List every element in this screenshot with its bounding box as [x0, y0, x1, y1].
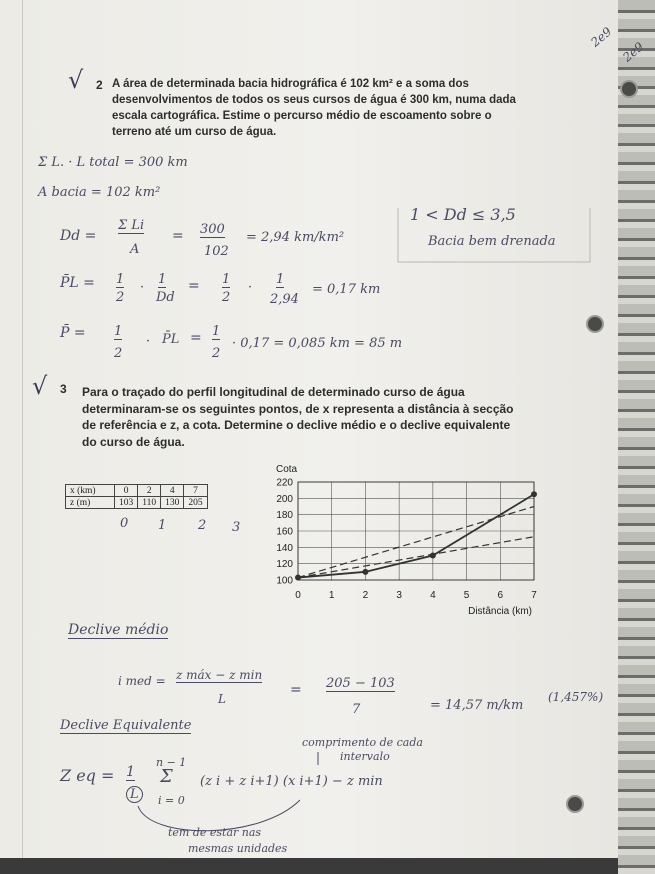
hw-frac-den: 2 [222, 290, 231, 305]
hw-frac-num: 1 [158, 272, 167, 287]
problem-number: 2 [96, 78, 103, 92]
table-cell: 7 [184, 485, 207, 497]
hw-frac-den: L [218, 692, 226, 706]
hw-annotation: intervalo [340, 750, 390, 763]
x-tick-label: 0 [295, 590, 301, 601]
y-tick-label: 160 [276, 526, 293, 538]
hw-sum-top: n − 1 [156, 756, 187, 769]
hw-classification: Bacia bem drenada [428, 234, 556, 249]
hw-frac-den: 2 [212, 346, 221, 361]
hw-zeq-label: Z eq = [60, 766, 115, 785]
statement-line: A área de determinada bacia hidrográfica é 102 km² e a soma dos [112, 78, 469, 90]
spiral-binding [618, 0, 655, 874]
hw-index: 3 [232, 520, 241, 535]
hw-frac-den: 2,94 [270, 292, 299, 307]
hw-frac-den: 102 [204, 244, 229, 259]
hw-sum-symbol: Σ [160, 766, 173, 787]
problem-3-statement [82, 384, 552, 450]
hw-area: A bacia = 102 km² [38, 185, 161, 200]
hw-inequality: 1 < Dd ≤ 3,5 [410, 205, 516, 224]
table-cell: 110 [138, 497, 161, 509]
hw-frac-num: 1 [212, 324, 221, 339]
hw-frac-num: 300 [200, 222, 225, 237]
binder-hole [566, 795, 584, 813]
table-cell: 205 [184, 497, 207, 509]
hw-equals: = [290, 682, 302, 698]
table-cell: 103 [115, 497, 138, 509]
hw-pl-label: P̄L = [60, 275, 95, 291]
series-line-2 [298, 537, 534, 578]
hw-annotation: tem de estar nas [168, 826, 262, 839]
binder-hole [586, 315, 604, 333]
x-tick-label: 3 [396, 590, 402, 601]
statement-line: de referência e z, a cota. Determine o declive médio e o declive equivalente [82, 418, 511, 432]
hw-frac-den: 2 [114, 346, 123, 361]
x-tick-label: 4 [430, 590, 436, 601]
statement-line: determinaram-se os seguintes pontos, de x representa a distância à secção [82, 401, 514, 416]
hw-equals: = [190, 330, 202, 346]
hw-frac-den: 2 [116, 290, 125, 305]
hw-declive-medio-title: Declive médio [68, 622, 169, 638]
hw-frac-num: 1 [116, 272, 125, 287]
y-tick-label: 180 [276, 510, 293, 522]
x-tick-label: 5 [463, 590, 470, 601]
table-row-label: x (km) [66, 485, 115, 497]
profile-chart [264, 460, 554, 632]
table-row [66, 497, 208, 509]
hw-annotation: comprimento de cada [302, 736, 423, 749]
hw-frac-num: 1 [126, 764, 135, 780]
table-row-label: z (m) [66, 497, 115, 509]
corner-mark: 2e9 [620, 39, 647, 65]
statement-line: do curso de água. [82, 434, 185, 449]
hw-index: 2 [198, 518, 207, 533]
hw-frac-den: Dd [156, 290, 175, 305]
table-cell: 0 [115, 485, 138, 497]
problem-number: 3 [60, 382, 67, 396]
hw-frac-den: 7 [352, 702, 361, 717]
binder-hole [620, 80, 638, 98]
hw-dd-label: Dd = [60, 228, 97, 244]
hw-frac-den: L [126, 786, 143, 803]
statement-line: terreno até um curso de água. [112, 126, 277, 138]
hw-dot: · [146, 334, 151, 349]
hw-sum-bottom: i = 0 [158, 794, 185, 807]
hw-imed-result: = 14,57 m/km [430, 698, 524, 713]
hw-pl-result: = 0,17 km [312, 282, 381, 297]
x-tick-label: 7 [531, 590, 537, 601]
y-tick-label: 140 [276, 542, 293, 554]
margin-line [22, 0, 23, 874]
corner-mark: 2e9 [588, 24, 615, 50]
hw-dot: · [140, 280, 145, 295]
series-line-1 [298, 507, 534, 578]
statement-line: desenvolvimentos de todos os seus cursos de água é 300 km, numa dada [112, 94, 516, 106]
hw-index: 0 [120, 516, 129, 531]
data-point [430, 553, 436, 559]
data-table [65, 484, 208, 509]
hw-declive-eq-title: Declive Equivalente [60, 718, 192, 733]
table-cell: 2 [138, 485, 161, 497]
hw-annotation: mesmas unidades [188, 842, 288, 855]
data-point [362, 569, 368, 575]
hw-frac-den: A [130, 242, 140, 257]
bottom-edge [0, 858, 618, 874]
table-cell: 4 [161, 485, 184, 497]
hw-p-result: · 0,17 = 0,085 km = 85 m [232, 336, 403, 351]
hw-index: 1 [158, 518, 167, 533]
hw-frac-num: 1 [114, 324, 123, 339]
x-tick-label: 6 [497, 590, 504, 601]
hw-frac-num: Σ Li [118, 218, 145, 233]
hw-p-label: P̄ = [60, 325, 86, 341]
y-axis-label: Cota [276, 464, 298, 475]
data-point [531, 491, 537, 497]
hw-frac-num: 1 [276, 272, 285, 287]
y-tick-label: 100 [276, 575, 293, 587]
x-axis-label: Distância (km) [468, 606, 532, 617]
hw-frac-num: z máx − z min [176, 668, 263, 682]
y-tick-label: 200 [276, 493, 293, 505]
hw-frac-num: 1 [222, 272, 231, 287]
statement-line: escala cartográfica. Estime o percurso médio de escoamento sobre o [112, 110, 492, 122]
check-mark-icon: √ [32, 372, 48, 400]
hw-zeq-body: (z i + z i+1) (x i+1) − z min [200, 774, 383, 789]
hw-sum-length: Σ L. · L total = 300 km [38, 155, 188, 170]
table-cell: 130 [161, 497, 184, 509]
hw-frac-num: 205 − 103 [326, 676, 395, 691]
table-row [66, 485, 208, 497]
hw-equals: = [172, 228, 184, 244]
hw-equals: = [188, 278, 200, 294]
check-mark-icon: √ [68, 66, 84, 94]
x-tick-label: 1 [328, 590, 335, 601]
y-tick-label: 120 [276, 559, 293, 571]
problem-2-statement [112, 76, 562, 140]
hw-dot: · [248, 280, 253, 295]
hw-pl-symbol: P̄L [162, 332, 180, 347]
statement-line: Para o traçado do perfil longitudinal de determinado curso de água [82, 385, 465, 399]
hw-imed-label: i med = [118, 674, 166, 688]
y-tick-label: 220 [276, 477, 293, 489]
x-tick-label: 2 [362, 590, 369, 601]
hw-dd-result: = 2,94 km/km² [246, 230, 345, 245]
hw-imed-percent: (1,457%) [548, 690, 604, 704]
series-line-0 [298, 494, 534, 577]
